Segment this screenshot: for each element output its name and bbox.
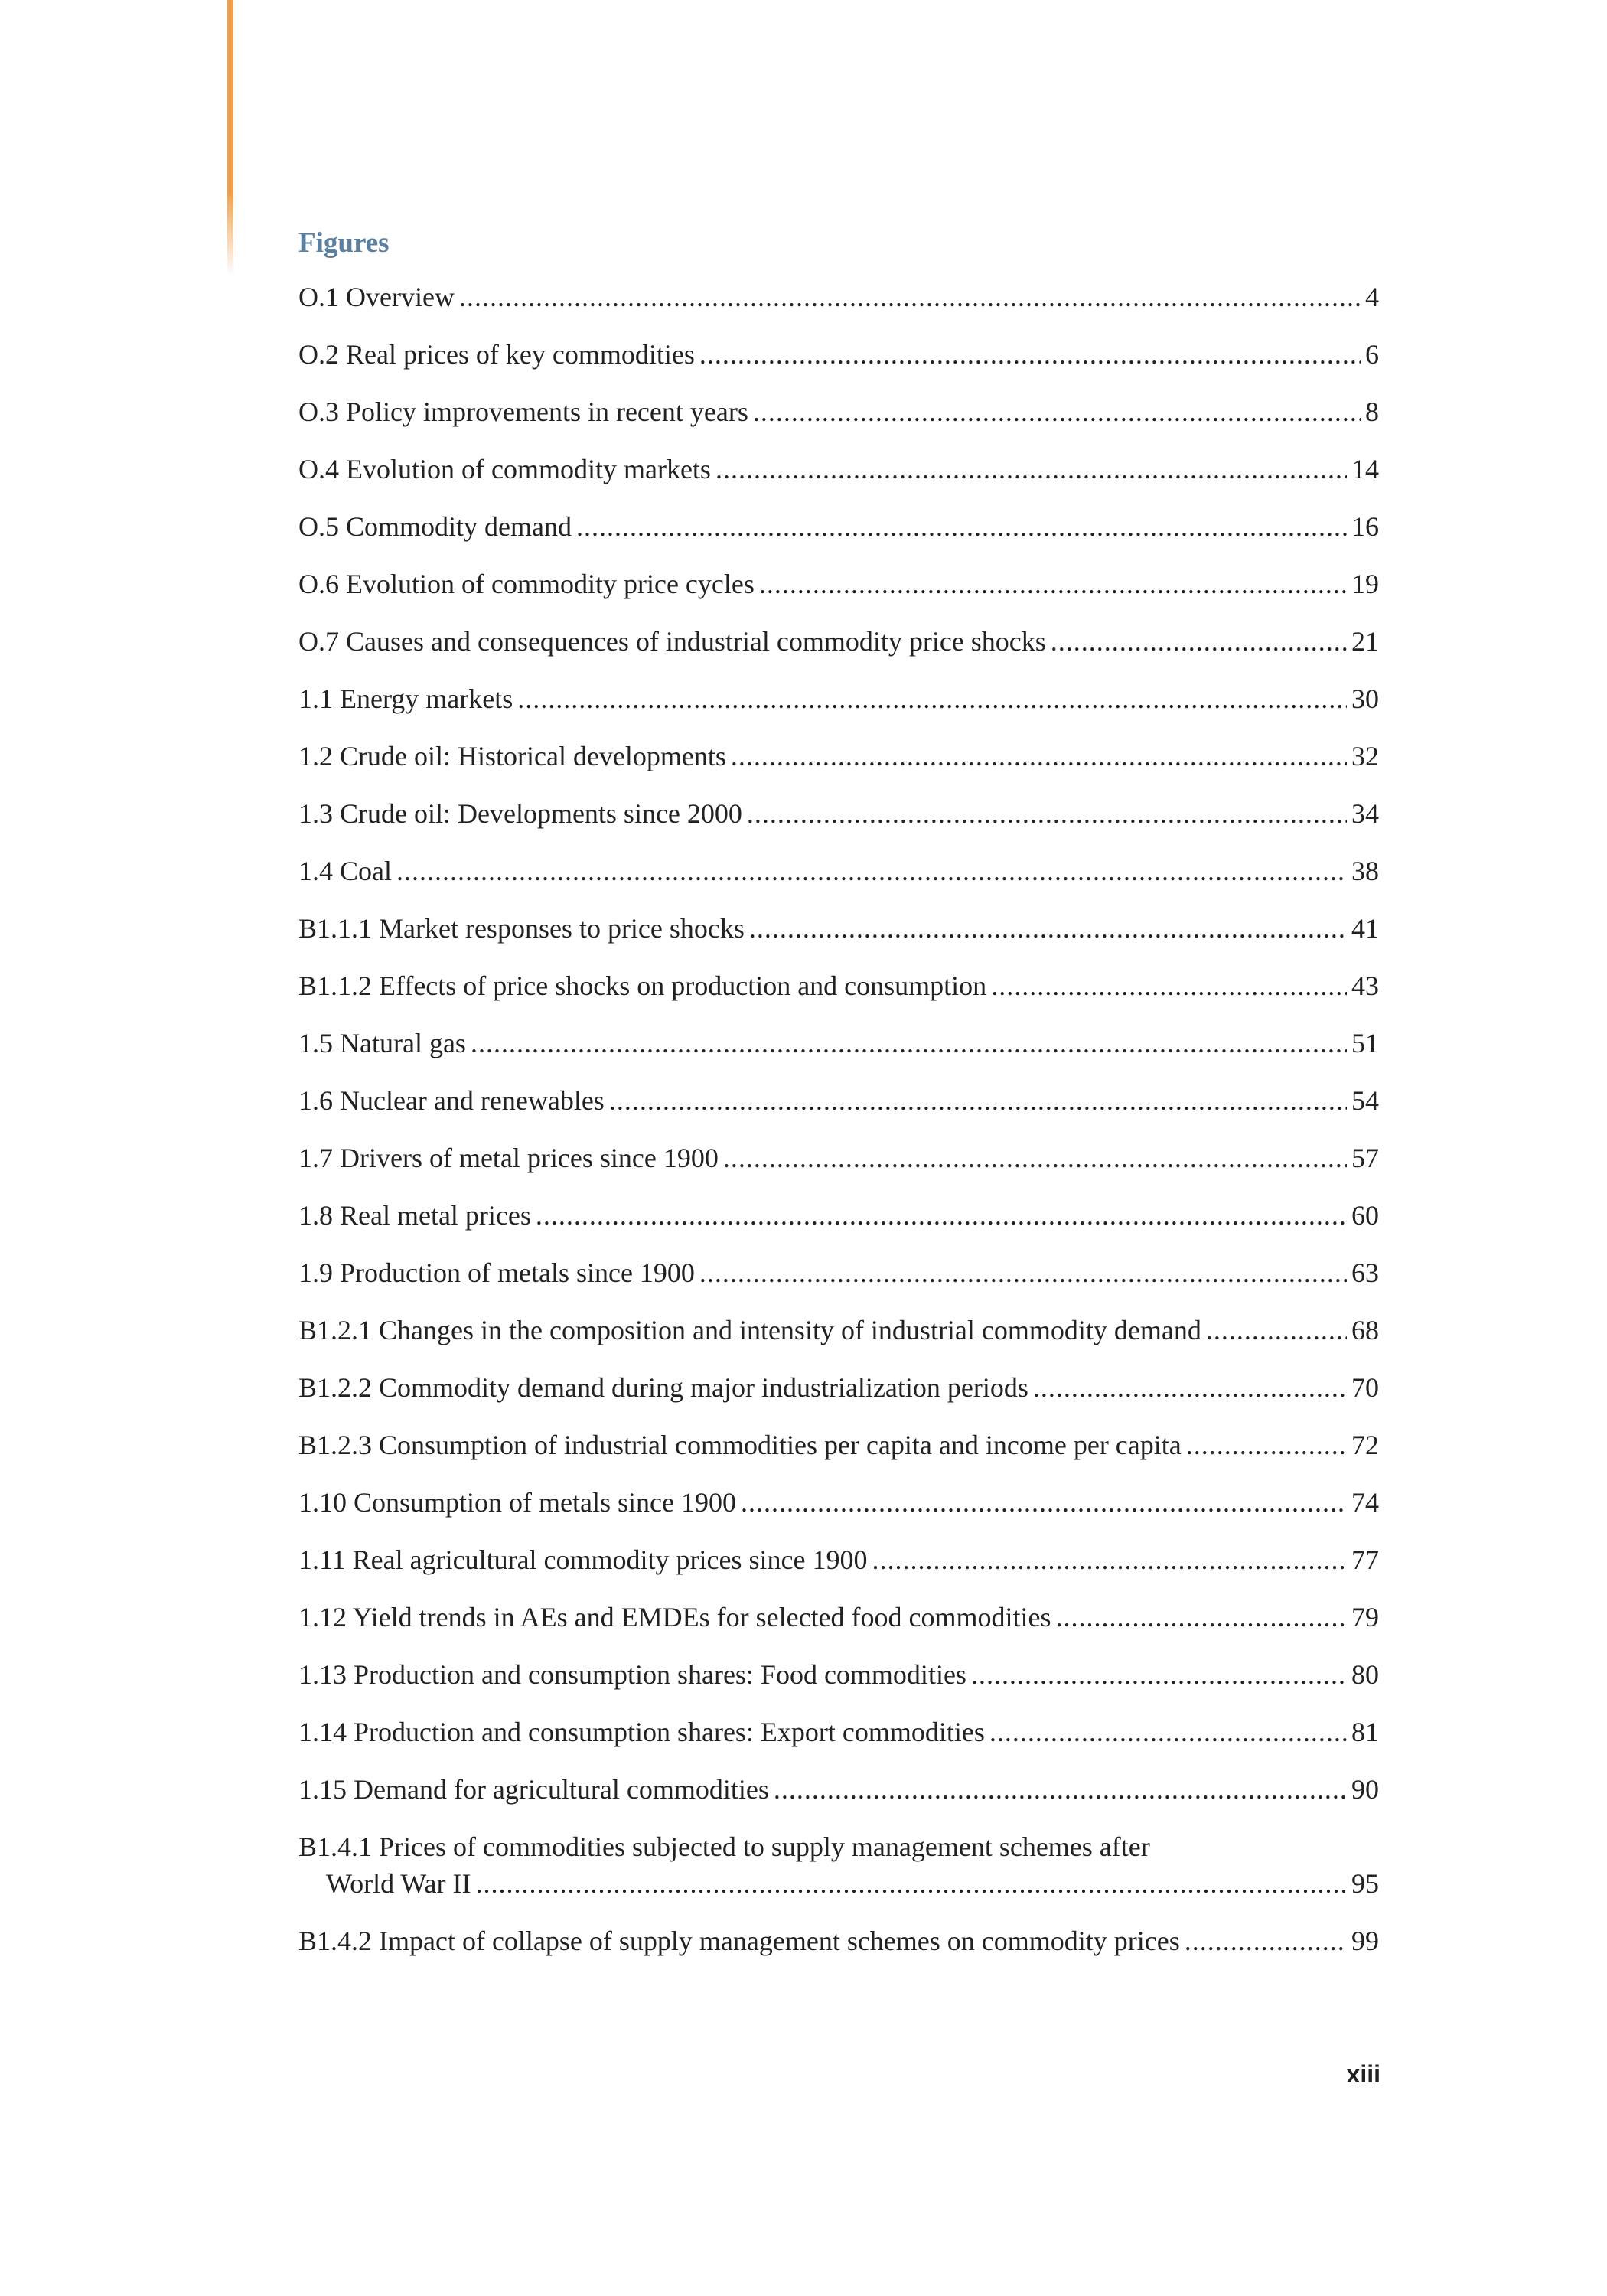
figure-entry[interactable] [298,1254,1379,1291]
figure-title: 1.11 Real agricultural commodity prices since 1900 [298,1544,868,1575]
dot-leader [1186,1427,1347,1463]
dot-leader [753,393,1361,430]
dot-leader [1033,1369,1347,1406]
dot-leader [759,566,1347,602]
figure-entry[interactable] [298,910,1379,947]
figure-entry[interactable] [298,1427,1379,1463]
dot-leader [749,910,1347,947]
figure-title: O.1 Overview [298,282,455,312]
figure-entry[interactable] [298,1541,1379,1578]
dot-leader [723,1140,1347,1176]
figure-page-number: 79 [1351,1602,1379,1632]
dot-leader [1056,1599,1348,1636]
figure-title: 1.10 Consumption of metals since 1900 [298,1487,736,1518]
dot-leader [396,853,1347,889]
figure-entry[interactable] [298,1369,1379,1406]
figure-title: 1.3 Crude oil: Developments since 2000 [298,798,742,829]
figure-title: B1.4.1 Prices of commodities subjected to supply management schemes after [298,1831,1150,1862]
figure-entry[interactable] [298,508,1379,545]
figure-entry[interactable] [298,393,1379,430]
figure-page-number: 19 [1351,569,1379,599]
figure-page-number: 90 [1351,1774,1379,1805]
section-heading: Figures [298,227,390,259]
figure-page-number: 41 [1351,913,1379,944]
figure-entry[interactable] [298,1197,1379,1234]
figures-list-section [298,222,1379,1980]
figure-title: B1.1.2 Effects of price shocks on production and consumption [298,970,987,1001]
figure-entry[interactable] [298,1656,1379,1693]
dot-leader [1206,1312,1347,1349]
figure-page-number: 99 [1351,1926,1379,1956]
figure-entry[interactable] [298,680,1379,717]
figure-title: 1.13 Production and consumption shares: Food commodities [298,1659,966,1690]
figure-page-number: 21 [1351,626,1379,657]
figure-page-number: 95 [1351,1868,1379,1899]
figure-title: B1.2.2 Commodity demand during major industrialization periods [298,1372,1028,1403]
figure-title: 1.4 Coal [298,856,392,886]
figure-title: 1.5 Natural gas [298,1028,466,1058]
figure-entry[interactable] [298,795,1379,832]
figure-title: 1.12 Yield trends in AEs and EMDEs for selected food commodities [298,1602,1051,1632]
dot-leader [989,1714,1347,1750]
page-number: xiii [1346,2060,1380,2088]
figure-entry[interactable] [298,336,1379,373]
figure-entry[interactable] [298,1082,1379,1119]
figure-title: O.2 Real prices of key commodities [298,339,695,370]
figures-list [298,279,1379,1959]
figure-page-number: 38 [1351,856,1379,886]
orange-accent-bar [227,0,233,276]
figure-page-number: 57 [1351,1143,1379,1173]
figure-title: O.5 Commodity demand [298,511,572,542]
dot-leader [609,1082,1347,1119]
dot-leader [699,336,1361,373]
figure-page-number: 80 [1351,1659,1379,1690]
figure-page-number: 70 [1351,1372,1379,1403]
figure-title: B1.2.3 Consumption of industrial commodities per capita and income per capita [298,1430,1182,1460]
figure-title: 1.6 Nuclear and renewables [298,1085,605,1116]
dot-leader [715,451,1347,488]
figure-title-line2: World War II [326,1868,471,1899]
dot-leader [1185,1923,1347,1959]
figure-page-number: 51 [1351,1028,1379,1058]
figure-entry[interactable] [298,1828,1379,1902]
figure-title: 1.8 Real metal prices [298,1200,531,1231]
figure-title: O.4 Evolution of commodity markets [298,454,711,484]
figure-title: 1.1 Energy markets [298,683,513,714]
figure-title: O.6 Evolution of commodity price cycles [298,569,755,599]
figure-page-number: 68 [1351,1315,1379,1345]
figure-title: 1.2 Crude oil: Historical developments [298,741,726,771]
dot-leader [471,1025,1347,1062]
figure-page-number: 81 [1351,1717,1379,1747]
figure-entry[interactable] [298,738,1379,775]
figure-entry[interactable] [298,1140,1379,1176]
figure-page-number: 32 [1351,741,1379,771]
figure-entry[interactable] [298,279,1379,315]
figure-title: 1.14 Production and consumption shares: Export commodities [298,1717,985,1747]
dot-leader [517,680,1347,717]
dot-leader [872,1541,1347,1578]
figure-page-number: 8 [1365,396,1379,427]
figure-title-continuation [298,1865,1379,1902]
figure-page-number: 54 [1351,1085,1379,1116]
dot-leader [991,967,1347,1004]
figure-page-number: 60 [1351,1200,1379,1231]
figure-entry[interactable] [298,1923,1379,1959]
dot-leader [741,1484,1347,1521]
dot-leader [1051,623,1347,660]
dot-leader [576,508,1347,545]
figure-page-number: 30 [1351,683,1379,714]
figure-entry[interactable] [298,1312,1379,1349]
figure-page-number: 4 [1365,282,1379,312]
figure-title: B1.1.1 Market responses to price shocks [298,913,745,944]
figure-entry[interactable] [298,1714,1379,1750]
figure-entry[interactable] [298,967,1379,1004]
figure-title: 1.7 Drivers of metal prices since 1900 [298,1143,719,1173]
dot-leader [747,795,1347,832]
figure-entry[interactable] [298,1025,1379,1062]
figure-entry[interactable] [298,1771,1379,1808]
figure-page-number: 16 [1351,511,1379,542]
dot-leader [475,1865,1347,1902]
figure-title: O.3 Policy improvements in recent years [298,396,748,427]
figure-title: B1.4.2 Impact of collapse of supply management schemes on commodity prices [298,1926,1180,1956]
dot-leader [774,1771,1347,1808]
figure-entry[interactable] [298,1484,1379,1521]
figure-entry[interactable] [298,1599,1379,1636]
figure-page-number: 14 [1351,454,1379,484]
figure-page-number: 63 [1351,1257,1379,1288]
dot-leader [459,279,1361,315]
figure-entry[interactable] [298,566,1379,602]
dot-leader [536,1197,1347,1234]
figure-entry[interactable] [298,623,1379,660]
figure-page-number: 77 [1351,1544,1379,1575]
figure-entry[interactable] [298,451,1379,488]
figure-page-number: 6 [1365,339,1379,370]
figure-entry[interactable] [298,853,1379,889]
figure-title: 1.9 Production of metals since 1900 [298,1257,695,1288]
figure-page-number: 72 [1351,1430,1379,1460]
figure-title: O.7 Causes and consequences of industrial commodity price shocks [298,626,1046,657]
figure-page-number: 34 [1351,798,1379,829]
dot-leader [699,1254,1347,1291]
figure-title: 1.15 Demand for agricultural commodities [298,1774,769,1805]
figure-page-number: 43 [1351,970,1379,1001]
figure-title: B1.2.1 Changes in the composition and intensity of industrial commodity demand [298,1315,1201,1345]
dot-leader [731,738,1347,775]
dot-leader [971,1656,1347,1693]
figure-page-number: 74 [1351,1487,1379,1518]
